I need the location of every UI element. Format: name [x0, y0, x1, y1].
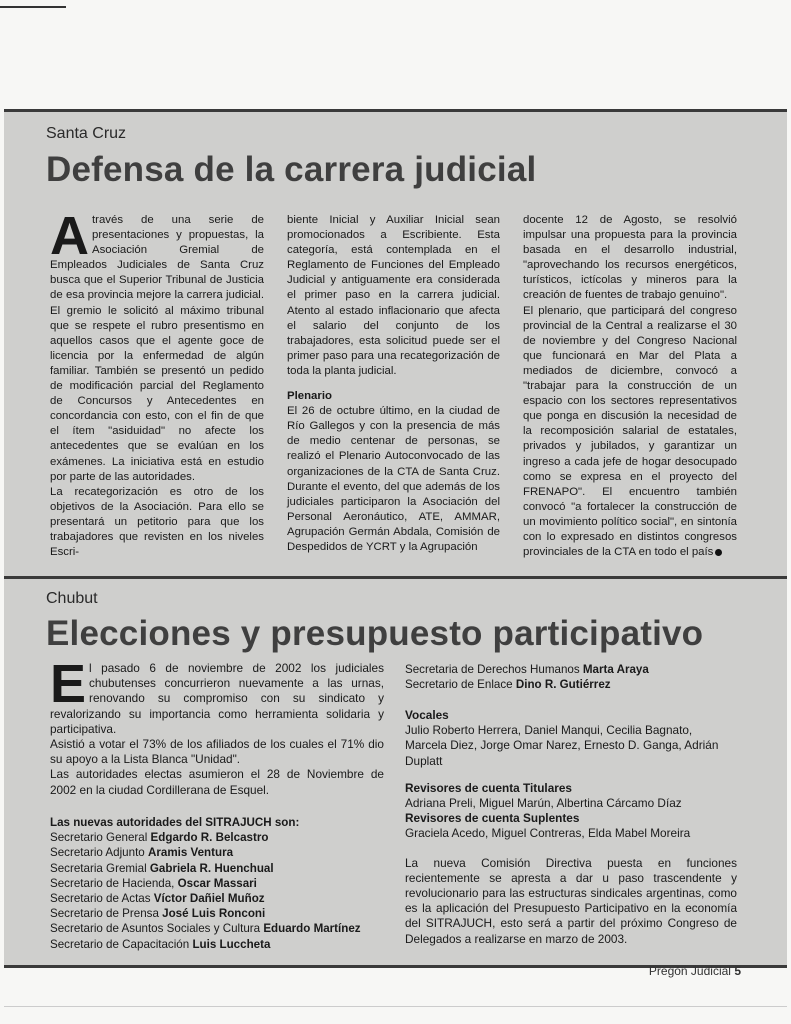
- authority-row: Secretario de Enlace Dino R. Gutiérrez: [405, 678, 611, 692]
- article1-col3-para1: docente 12 de Agosto, se resolvió impulsar una propuesta para la provincia basada en el desarrollo industrial, "aprovechando los recursos energéticos, turísticos, ictícolas y mineros para la creación de fuentes de trabajo genuino".: [523, 214, 737, 302]
- article1-col2-para2: El 26 de octubre último, en la ciudad de Río Gallegos y con la presencia de más de medio centenar de personas, se realizó el Plenario Autoconvocado de las organizaciones de la CTA de Santa Cruz. Durante el evento, del que además de los judiciales participaron la Asociación del Personal Aeronáutico, ATE, AMMAR, Agrupación Germán Abdala, Comisión de Despedidos de YCRT y la Agrupación: [287, 405, 500, 553]
- vocales-heading: Vocales: [405, 708, 449, 722]
- publication-name: Pregón Judicial: [648, 964, 731, 978]
- article2-intro-para1: l pasado 6 de noviembre de 2002 los judiciales chubutenses concurrieron nuevamente a las urnas, renovando su compromiso con su sindicato y revalorizando su importancia como herramienta solidaria y participativa.: [50, 661, 384, 736]
- authority-row: Secretaria de Derechos Humanos Marta Araya: [405, 663, 649, 676]
- authority-row: Secretario de Hacienda, Oscar Massari: [50, 876, 257, 890]
- subheading-plenario: Plenario: [287, 390, 332, 403]
- article1-col1-para2: La recategorización es otro de los objetivos de la Asociación. Para ello se presentará un petitorio para que los trabajadores que revisten en los niveles Escri-: [50, 485, 264, 559]
- authority-row: Secretario Adjunto Aramis Ventura: [50, 846, 234, 860]
- page-footer: [649, 964, 741, 978]
- authority-row: Secretario de Capacitación Luis Luccheta: [50, 937, 271, 951]
- end-mark-icon: [715, 549, 722, 556]
- section-label-chubut: Chubut: [46, 590, 98, 607]
- authority-row: Secretario de Prensa José Luis Ronconi: [50, 907, 266, 921]
- section-label-santa-cruz: Santa Cruz: [46, 125, 127, 142]
- article1-col2-para1: biente Inicial y Auxiliar Inicial sean promocionados a Escribiente. Esta categoría, está contemplada en el Reglamento de Funciones del Empleado Judicial y antiguamente era considerada el primer paso en la carrera judicial. Atento al estado inflacionario que afecta el salario del conjunto de los trabajadores, esta solicitud puede ser el primer paso para una recategorización de toda la planta judicial.: [287, 214, 500, 377]
- headline-elecciones: Elecciones y presupuesto participativo: [46, 614, 704, 653]
- article1-col1-para1: través de una serie de presentaciones y propuestas, la Asociación Gremial de Empleados Judiciales de Santa Cruz busca que el Superior Tribunal de Justicia de esa provincia mejore la carrera judicial. El gremio le solicitó al máximo tribunal que se respete el rubro presentismo en aquellos casos que el agente goce de licencia por la enfermedad de algún familiar. También se presentó un pedido de modificación parcial del Reglamento de Concursos y Antecedentes en concordancia con esto, con el fin de que el ítem "asiduidad" no afecte los antecedentes que se evalúan en los exámenes. La iniciativa está en estudio por parte de las autoridades.: [50, 214, 264, 483]
- authority-row: Secretaria Gremial Gabriela R. Huenchual: [50, 861, 274, 875]
- article1-column1: [50, 206, 264, 560]
- revisores-suplentes-text: Graciela Acedo, Miguel Contreras, Elda Mabel Moreira: [405, 826, 691, 841]
- top-rule: [0, 6, 66, 8]
- right-authorities-list: [405, 662, 649, 692]
- article1-column3: [523, 213, 737, 560]
- revisores-suplentes-heading: Revisores de cuenta Suplentes: [405, 811, 580, 826]
- revisores-titulares-text: Adriana Preli, Miguel Marún, Albertina Cárcamo Díaz: [405, 796, 682, 811]
- authority-row: Secretario de Actas Víctor Dañiel Muñoz: [50, 892, 265, 906]
- article1-column2: [287, 213, 500, 555]
- headline-defensa: Defensa de la carrera judicial: [46, 150, 537, 189]
- article2-intro: [50, 654, 384, 798]
- vocales-text: Julio Roberto Herrera, Daniel Manqui, Cecilia Bagnato, Marcela Diez, Jorge Omar Narez, Ernesto D. Ganga, Adrián Duplatt: [405, 723, 719, 768]
- authorities-heading: Las nuevas autoridades del SITRAJUCH son:: [50, 816, 300, 829]
- article1-col3-para2: El plenario, que participará del congreso provincial de la Central a realizarse el 30 de noviembre y del Congreso Nacional que funcionará en Mar del Plata a mediados de diciembre, convocó a "trabajar para la construcción de un espacio con los sectores representativos que ponga en discusión la necesidad de la recomposición salarial de estatales, privados y jubilados, y garantizar un ingreso a cada jefe de hogar desocupado como se expresa en el proyecto del FRENAPO". El encuentro también convocó "a fortalecer la construcción de un movimiento político social", en sintonía con lo expresado en distintos congresos provinciales de la CTA en todo el país: [523, 304, 737, 559]
- bottom-rule: [4, 1006, 787, 1007]
- article2-intro-para3: Las autoridades electas asumieron el 28 de Noviembre de 2002 en la ciudad Cordillerana de Esquel.: [50, 767, 384, 797]
- authority-row: Secretario General Edgardo R. Belcastro: [50, 831, 269, 845]
- authorities-list: [50, 815, 361, 952]
- drop-cap-e: E: [50, 654, 87, 714]
- revisores-titulares-heading: Revisores de cuenta Titulares: [405, 780, 572, 795]
- article2-intro-para2: Asistió a votar el 73% de los afiliados de los cuales el 71% dio su apoyo a la Lista Blanca "Unidad".: [50, 737, 384, 767]
- page-number: 5: [734, 964, 741, 978]
- authority-row: Secretario de Asuntos Sociales y Cultura Eduardo Martínez: [50, 922, 361, 936]
- right-column-details: [405, 708, 737, 947]
- closing-paragraph: La nueva Comisión Directiva puesta en funciones recientemente se apresta a dar u paso trascendente y revolucionario para las estructuras sindicales argentinas, como es la aplicación del Presupuesto Participativo en la economía del SITRAJUCH, esto será a partir del próximo Congreso de Delegados a realizarse en marzo de 2003.: [405, 855, 737, 946]
- drop-cap-a: A: [50, 206, 89, 266]
